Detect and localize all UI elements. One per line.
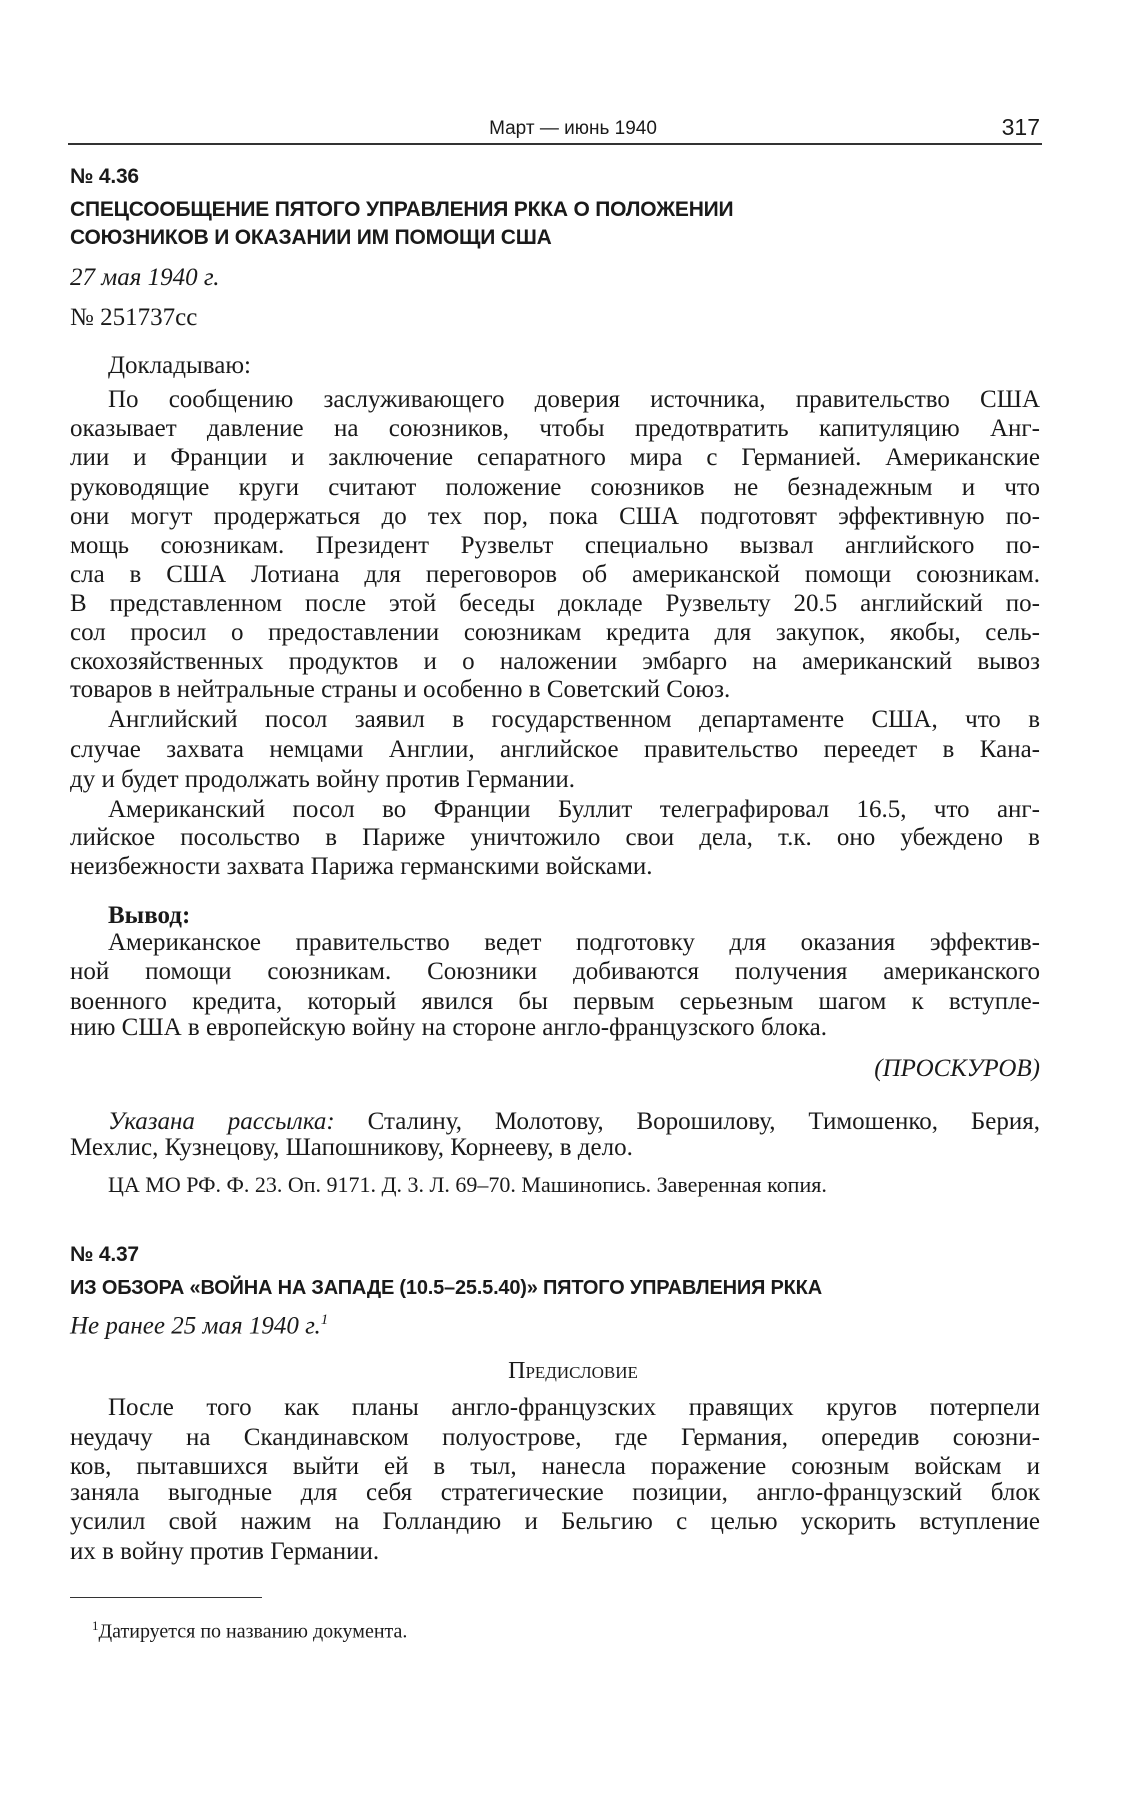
page-number: 317 bbox=[1001, 114, 1040, 140]
doc-date-text: Не ранее 25 мая 1940 г. bbox=[70, 1312, 321, 1340]
conclusion-label: Вывод: bbox=[108, 902, 191, 929]
conclusion-line: Американское правительство ведет подготовку для оказания эффектив- bbox=[108, 929, 1040, 956]
doc-title: ИЗ ОБЗОРА «ВОЙНА НА ЗАПАДЕ (10.5–25.5.40)» ПЯТОГО УПРАВЛЕНИЯ РККА bbox=[70, 1277, 822, 1299]
body-line: неудачу на Скандинавском полуострове, где Германия, опередив союзни- bbox=[70, 1424, 1040, 1451]
doc-number: № 4.37 bbox=[70, 1243, 139, 1266]
body-line: сол просил о предоставлении союзникам кредита для закупок, якобы, сель- bbox=[70, 619, 1040, 646]
distribution-line: Мехлис, Кузнецову, Шапошникову, Корнееву, в дело. bbox=[70, 1134, 633, 1161]
doc-reg-number: № 251737сс bbox=[70, 304, 198, 331]
body-line: сла в США Лотиана для переговоров об американской помощи союзникам. bbox=[70, 561, 1040, 588]
section-title: Предисловие bbox=[508, 1358, 638, 1384]
conclusion-line: военного кредита, который явился бы первым серьезным шагом к вступле- bbox=[70, 988, 1040, 1015]
doc-number: № 4.36 bbox=[70, 165, 139, 188]
doc-title-line: СОЮЗНИКОВ И ОКАЗАНИИ ИМ ПОМОЩИ США bbox=[70, 226, 552, 249]
body-line: После того как планы англо-французских правящих кругов потерпели bbox=[108, 1394, 1040, 1421]
footnote bbox=[92, 1618, 407, 1644]
body-line: товаров в нейтральные страны и особенно в Советский Союз. bbox=[70, 676, 731, 703]
body-line: Английский посол заявил в государственном департаменте США, что в bbox=[108, 706, 1040, 733]
body-line: мощь союзникам. Президент Рузвельт специально вызвал английского по- bbox=[70, 532, 1040, 559]
body-line: руководящие круги считают положение союзников не безнадежным и что bbox=[70, 474, 1040, 501]
doc-date bbox=[70, 1312, 328, 1340]
footnote-ref[interactable]: 1 bbox=[320, 1312, 329, 1328]
conclusion-line: нию США в европейскую войну на стороне англо-французского блока. bbox=[70, 1014, 828, 1041]
body-line: Американский посол во Франции Буллит телеграфировал 16.5, что анг- bbox=[108, 796, 1040, 823]
body-line: лии и Франции и заключение сепаратного мира с Германией. Американские bbox=[70, 444, 1040, 471]
footnote-text: Датируется по названию документа. bbox=[98, 1620, 408, 1643]
doc-date: 27 мая 1940 г. bbox=[70, 264, 220, 291]
body-line: скохозяйственных продуктов и о наложении эмбарго на американский вывоз bbox=[70, 648, 1040, 675]
body-line: ков, пытавшихся выйти ей в тыл, нанесла поражение союзным войскам и bbox=[70, 1453, 1040, 1480]
conclusion-line: ной помощи союзникам. Союзники добиваются получения американского bbox=[70, 958, 1040, 985]
body-line: неизбежности захвата Парижа германскими войсками. bbox=[70, 853, 653, 880]
footnote-mark: 1 bbox=[92, 1618, 99, 1633]
doc-title-line: СПЕЦСООБЩЕНИЕ ПЯТОГО УПРАВЛЕНИЯ РККА О ПОЛОЖЕНИИ bbox=[70, 198, 734, 221]
header-rule bbox=[68, 143, 1042, 145]
signature: (ПРОСКУРОВ) bbox=[874, 1055, 1040, 1082]
distribution-recipients: Сталину, Молотову, Ворошилову, Тимошенко, Берия, bbox=[367, 1108, 1040, 1135]
body-line: заняла выгодные для себя стратегические позиции, англо-французский блок bbox=[70, 1479, 1040, 1506]
salutation: Докладываю: bbox=[108, 352, 251, 379]
distribution-label: Указана рассылка: bbox=[108, 1108, 335, 1135]
footnote-rule bbox=[70, 1597, 262, 1598]
archive-reference: ЦА МО РФ. Ф. 23. Оп. 9171. Д. 3. Л. 69–70. Машинопись. Заверенная копия. bbox=[108, 1172, 827, 1197]
body-line: усилил свой нажим на Голландию и Бельгию с целью ускорить вступление bbox=[70, 1508, 1040, 1535]
running-header-title: Март — июнь 1940 bbox=[489, 118, 657, 139]
body-line: ду и будет продолжать войну против Германии. bbox=[70, 766, 576, 793]
body-line: их в войну против Германии. bbox=[70, 1538, 380, 1565]
body-line: случае захвата немцами Англии, английское правительство переедет в Кана- bbox=[70, 736, 1040, 763]
body-line: В представленном после этой беседы докладе Рузвельту 20.5 английский по- bbox=[70, 590, 1040, 617]
body-line: оказывает давление на союзников, чтобы предотвратить капитуляцию Анг- bbox=[70, 415, 1040, 442]
body-line: лийское посольство в Париже уничтожило свои дела, т.к. оно убеждено в bbox=[70, 824, 1040, 851]
body-line: По сообщению заслуживающего доверия источника, правительство США bbox=[108, 386, 1040, 413]
body-line: они могут продержаться до тех пор, пока США подготовят эффективную по- bbox=[70, 503, 1040, 530]
